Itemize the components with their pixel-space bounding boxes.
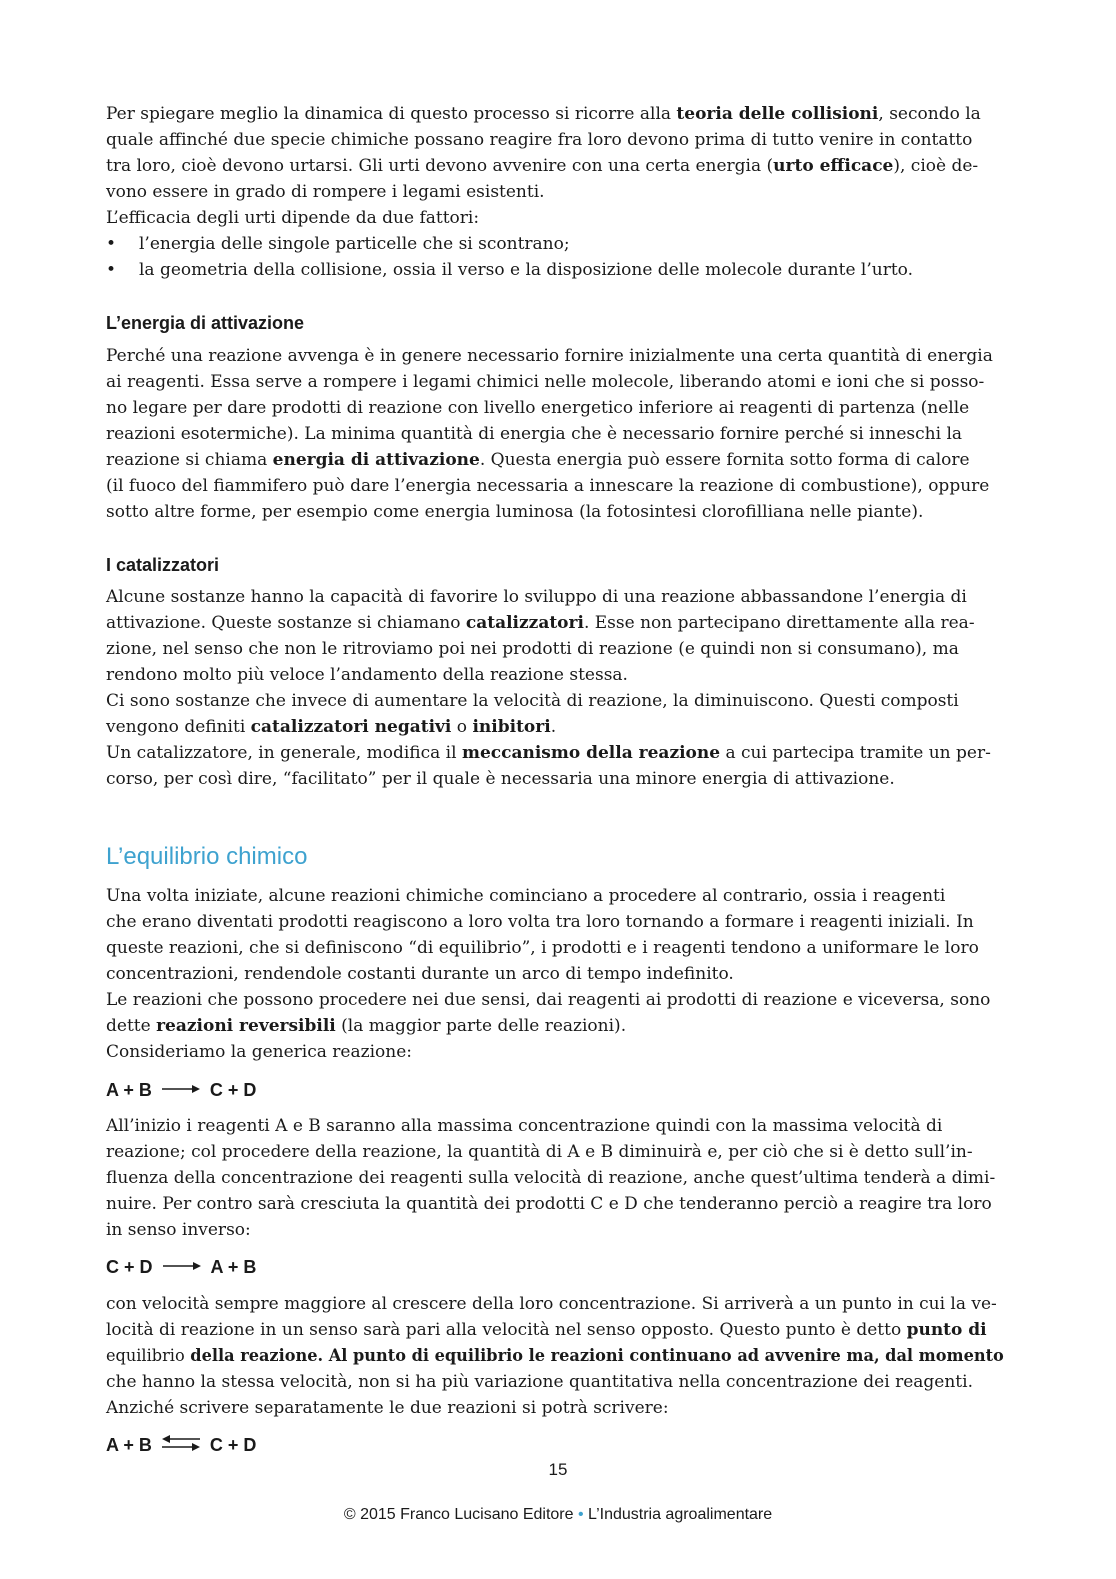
text-run: , secondo la (878, 104, 981, 124)
text-run: Per spiegare meglio la dinamica di questo processo si ricorre alla (106, 104, 677, 124)
text-run: a cui partecipa tramite un per- (720, 743, 991, 763)
text-run: ai reagenti. Essa serve a rompere i legami chimici nelle molecole, liberando atomi e ioni che si posso- (106, 372, 985, 392)
text-run: reazione si chiama (106, 450, 273, 470)
text-run: ), cioè de- (893, 156, 979, 176)
page-number: 15 (548, 1460, 568, 1479)
text-line (106, 1343, 1004, 1369)
text-line (106, 1113, 1004, 1139)
text-run: Perché una reazione avvenga è in genere necessario fornire inizialmente una certa quantità di energia (106, 346, 993, 366)
right-arrow-icon (162, 1080, 200, 1101)
equation-products: C + D (209, 1079, 257, 1100)
text-line (106, 636, 1004, 662)
text-line (106, 584, 1004, 610)
text-run: vono essere in grado di rompere i legami esistenti. (106, 182, 545, 202)
equation-products: A + B (210, 1256, 257, 1277)
text-line (106, 343, 1004, 369)
text-line (106, 127, 1004, 153)
text-line (106, 179, 1004, 205)
text-run: Consideriamo la generica reazione: (106, 1042, 412, 1062)
text-run: rendono molto più veloce l’andamento della reazione stessa. (106, 665, 628, 685)
heading-energia-attivazione: L’energia di attivazione (106, 313, 305, 333)
text-line (106, 369, 1004, 395)
equation-reactants: A + B (106, 1434, 152, 1455)
text-run: Anziché scrivere separatamente le due reazioni si potrà scrivere: (106, 1398, 669, 1418)
bold-term: della reazione. Al punto di equilibrio le reazioni continuano ad avvenire ma, dal momento (184, 1346, 1004, 1366)
text-run: vengono definiti (106, 717, 251, 737)
bold-term: teoria delle collisioni (676, 104, 879, 124)
footer-publisher: © 2015 Franco Lucisano Editore (343, 1506, 574, 1523)
bold-term: catalizzatori (465, 613, 584, 633)
equation-reactants: C + D (106, 1256, 153, 1277)
section-title-equilibrio: L’equilibrio chimico (106, 843, 308, 870)
equation-products: C + D (209, 1434, 257, 1455)
text-run: All’inizio i reagenti A e B saranno alla massima concentrazione quindi con la massima velocità di (106, 1116, 943, 1136)
text-line (106, 1139, 1004, 1165)
text-run: tra loro, cioè devono urtarsi. Gli urti devono avvenire con una certa energia ( (106, 156, 774, 176)
bullet-item: la geometria della collisione, ossia il verso e la disposizione delle molecole durante l’urto. (139, 260, 914, 280)
bold-term: meccanismo della reazione (461, 743, 721, 763)
text-run: . (550, 717, 557, 737)
text-line (106, 610, 1004, 636)
text-run: dette (106, 1016, 157, 1036)
bullet-item: l’energia delle singole particelle che si scontrano; (139, 234, 570, 254)
text-run: quale affinché due specie chimiche possano reagire fra loro devono prima di tutto venire in contatto (106, 130, 973, 150)
text-line (106, 714, 1004, 740)
text-line (106, 205, 1004, 231)
text-run: . Esse non partecipano direttamente alla rea- (583, 613, 975, 633)
text-line (106, 961, 1004, 987)
footer-book-title: L’Industria agroalimentare (588, 1506, 773, 1523)
text-line (106, 101, 1004, 127)
text-run: concentrazioni, rendendole costanti durante un arco di tempo indefinito. (106, 964, 734, 984)
text-line (106, 1291, 1004, 1317)
text-line (106, 1165, 1004, 1191)
text-line (106, 1013, 1004, 1039)
bold-term: reazioni reversibili (156, 1016, 336, 1036)
text-run: no legare per dare prodotti di reazione con livello energetico inferiore ai reagenti di partenza (nelle (106, 398, 970, 418)
text-run: reazioni esotermiche). La minima quantità di energia che è necessario fornire perché si inneschi la (106, 424, 963, 444)
text-line (106, 883, 1004, 909)
text-run: fluenza della concentrazione dei reagenti sulla velocità di reazione, anche quest’ultima tenderà a dimi- (106, 1168, 996, 1188)
text-line (106, 1395, 1004, 1421)
text-run: con velocità sempre maggiore al crescere della loro concentrazione. Si arriverà a un punto in cui la ve- (106, 1294, 997, 1314)
text-line (106, 662, 1004, 688)
equation-reactants: A + B (106, 1079, 152, 1100)
text-run: Ci sono sostanze che invece di aumentare la velocità di reazione, la diminuiscono. Questi composti (106, 691, 959, 711)
bold-term: inibitori (472, 717, 551, 737)
text-run: che hanno la stessa velocità, non si ha più variazione quantitativa nella concentrazione dei reagenti. (106, 1372, 973, 1392)
text-line (106, 499, 1004, 525)
footer-separator: • (577, 1506, 584, 1523)
text-run: Alcune sostanze hanno la capacità di favorire lo sviluppo di una reazione abbassandone l’energia di (106, 587, 967, 607)
text-line (106, 473, 1004, 499)
text-line (106, 1039, 1004, 1065)
text-run: L’efficacia degli urti dipende da due fattori: (106, 208, 480, 228)
text-run: attivazione. Queste sostanze si chiamano (106, 613, 466, 633)
text-run: o (451, 717, 473, 737)
equation-equilibrium (106, 1433, 256, 1457)
bullet-icon: • (106, 234, 117, 254)
text-line (106, 447, 1004, 473)
text-run: locità di reazione in un senso sarà pari alla velocità nel senso opposto. Questo punto è detto (106, 1320, 907, 1340)
text-run: corso, per così dire, “facilitato” per il quale è necessaria una minore energia di attivazione. (106, 769, 895, 789)
text-run: (la maggior parte delle reazioni). (335, 1016, 627, 1036)
text-line (106, 766, 1004, 792)
text-run: queste reazioni, che si definiscono “di equilibrio”, i prodotti e i reagenti tendono a uniformare le loro (106, 938, 979, 958)
equation-forward (106, 1078, 256, 1102)
text-line (106, 935, 1004, 961)
text-line (106, 395, 1004, 421)
bullet-icon: • (106, 260, 117, 280)
text-line (106, 1191, 1004, 1217)
text-run: in senso inverso: (106, 1220, 251, 1240)
text-run: nuire. Per contro sarà cresciuta la quantità dei prodotti C e D che tenderanno perciò a reagire tra loro (106, 1194, 992, 1214)
text-run: (il fuoco del fiammifero può dare l’energia necessaria a innescare la reazione di combustione), oppure (106, 476, 990, 496)
text-run: Un catalizzatore, in generale, modifica il (106, 743, 462, 763)
text-run: . Questa energia può essere fornita sotto forma di calore (479, 450, 970, 470)
footer (0, 1506, 1116, 1524)
equation-reverse (106, 1255, 256, 1279)
text-run: che erano diventati prodotti reagiscono a loro volta tra loro tornando a formare i reagenti iniziali. In (106, 912, 974, 932)
bold-term: energia di attivazione (272, 450, 480, 470)
text-line (106, 1217, 1004, 1243)
heading-catalizzatori: I catalizzatori (106, 555, 220, 575)
text-line (106, 1317, 1004, 1343)
bold-term: urto efficace (773, 156, 894, 176)
text-run: Le reazioni che possono procedere nei due sensi, dai reagenti ai prodotti di reazione e viceversa, sono (106, 990, 991, 1010)
text-run: Una volta iniziate, alcune reazioni chimiche cominciano a procedere al contrario, ossia i reagenti (106, 886, 946, 906)
text-line (106, 688, 1004, 714)
text-run: reazione; col procedere della reazione, la quantità di A e B diminuirà e, per ciò che si è detto sull’in- (106, 1142, 973, 1162)
text-line (106, 740, 1004, 766)
equilibrium-arrows-icon (162, 1434, 200, 1457)
text-run: zione, nel senso che non le ritroviamo poi nei prodotti di reazione (e quindi non si consumano), ma (106, 639, 959, 659)
bold-term: punto di (906, 1320, 987, 1340)
right-arrow-icon (163, 1257, 201, 1278)
text-line (106, 987, 1004, 1013)
bold-term: catalizzatori negativi (250, 717, 452, 737)
text-line (106, 421, 1004, 447)
text-line (106, 909, 1004, 935)
text-line (106, 153, 1004, 179)
text-run: equilibrio (106, 1346, 185, 1366)
text-run: sotto altre forme, per esempio come energia luminosa (la fotosintesi clorofilliana nelle piante). (106, 502, 924, 522)
text-line (106, 1369, 1004, 1395)
